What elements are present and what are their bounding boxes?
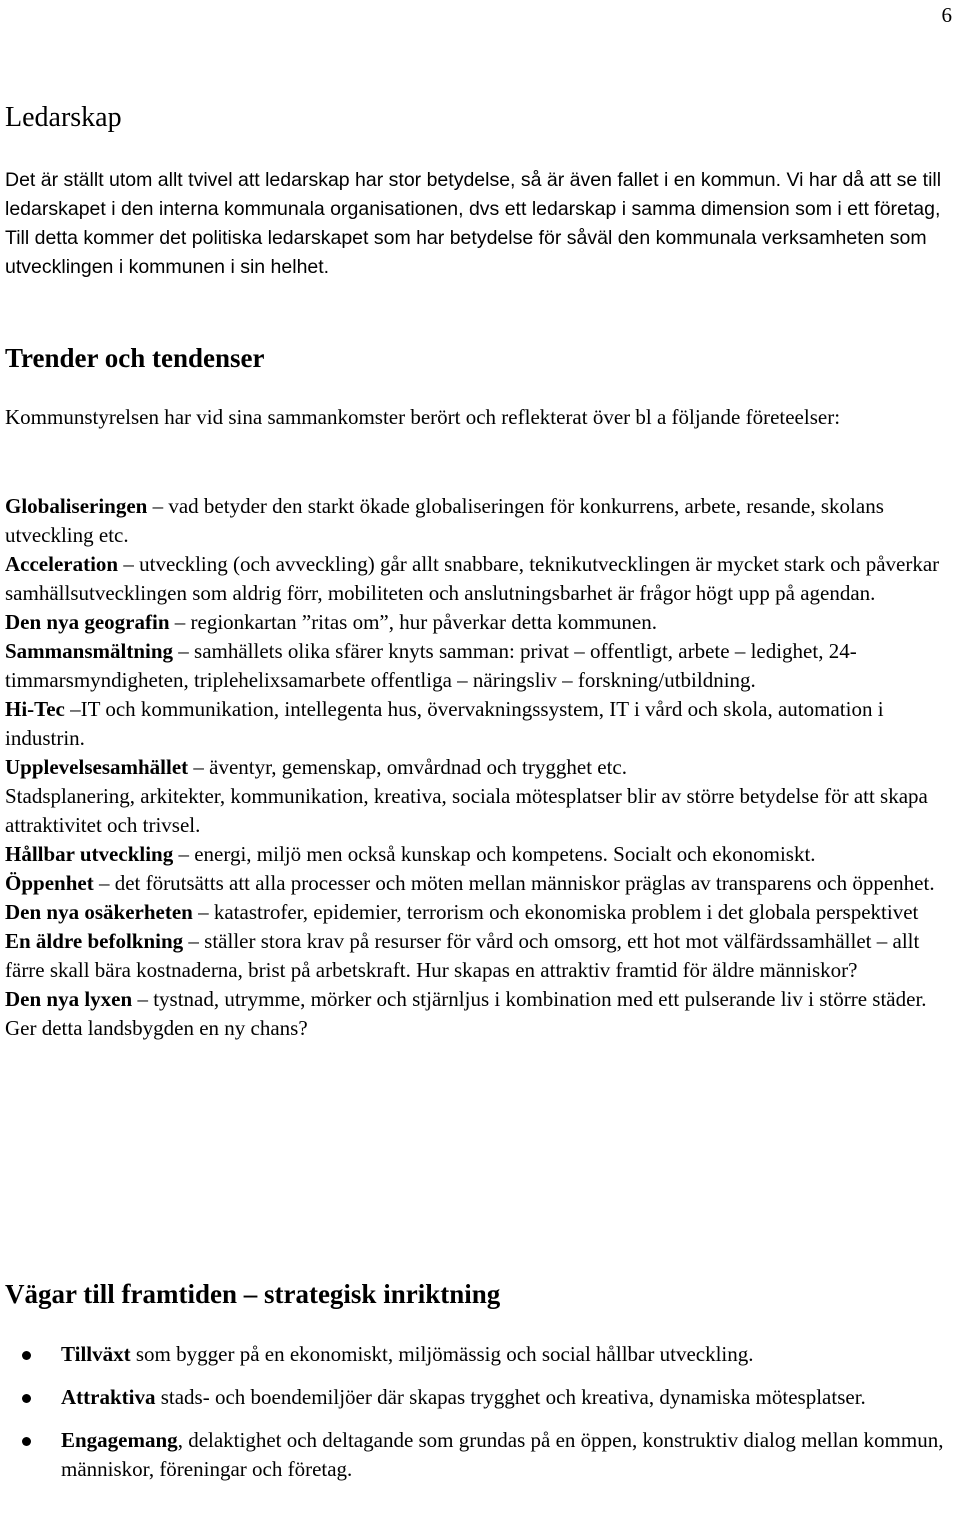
trend-text: – det förutsätts att alla processer och möten mellan människor präglas av transparens och öppenhet.: [93, 871, 935, 895]
trend-text: – katastrofer, epidemier, terrorism och ekonomiska problem i det globala perspektivet: [192, 900, 919, 924]
strategy-text: , delaktighet och deltagande som grundas på en öppen, konstruktiv dialog mellan kommun, människor, föreningar och företag.: [61, 1428, 944, 1481]
trend-text: – utveckling (och avveckling) går allt snabbare, teknikutvecklingen är mycket stark och påverkar samhällsutvecklingen som aldrig förr, mobiliteten och anslutningsbarhet är frågor högt upp på agendan.: [5, 552, 940, 605]
trend-item: [5, 985, 955, 1043]
trend-term: Upplevelsesamhället: [5, 755, 189, 779]
trend-term: Den nya lyxen: [5, 987, 133, 1011]
strategy-term: Engagemang: [61, 1428, 178, 1452]
trend-text: – äventyr, gemenskap, omvårdnad och trygghet etc.: [188, 755, 628, 779]
ledarskap-paragraph: Det är ställt utom allt tvivel att ledarskap har stor betydelse, så är även fallet i en kommun. Vi har då att se till ledarskapet i den interna kommunala organisationen, dvs ett ledarskap i samma dimension som i ett företag, Till detta kommer det politiska ledarskapet som har betydelse för såväl den kommunala verksamheten som utvecklingen i kommunen i sin helhet.: [5, 169, 942, 278]
heading-vagar: Vägar till framtiden – strategisk inriktning: [5, 1279, 501, 1309]
trend-text: –IT och kommunikation, intellegenta hus, övervakningssystem, IT i vård och skola, automation i industrin.: [5, 697, 884, 750]
trend-item: [5, 840, 955, 869]
page-number: 6: [941, 3, 952, 27]
trend-item: [5, 782, 955, 840]
trend-text: – samhällets olika sfärer knyts samman: privat – offentligt, arbete – ledighet, 24-timmarsmyndigheten, triplehelixsamarbete offentliga – näringsliv – forskning/utbildning.: [5, 639, 857, 692]
strategy-term: Tillväxt: [61, 1342, 131, 1366]
trend-term: Den nya osäkerheten: [5, 900, 193, 924]
strategy-item-attraktiva: [0, 1383, 955, 1412]
trend-text: Stadsplanering, arkitekter, kommunikation, kreativa, sociala mötesplatser blir av större betydelse för att skapa attraktivitet och trivsel.: [5, 784, 928, 837]
trend-item: [5, 637, 955, 695]
trender-intro: Kommunstyrelsen har vid sina sammankomster berört och reflekterat över bl a följande företeelser:: [5, 405, 841, 429]
strategy-item-tillvaxt: [0, 1340, 955, 1369]
trend-term: Sammansmältning: [5, 639, 174, 663]
trend-text: – energi, miljö men också kunskap och kompetens. Socialt och ekonomiskt.: [173, 842, 816, 866]
trend-term: Acceleration: [5, 552, 119, 576]
trend-text: – tystnad, utrymme, mörker och stjärnljus i kombination med ett pulserande liv i större städer. Ger detta landsbygden en ny chans?: [5, 987, 927, 1040]
trend-term: Den nya geografin: [5, 610, 170, 634]
trend-item: [5, 927, 955, 985]
trend-item: [5, 492, 955, 550]
trend-text: – ställer stora krav på resurser för vård och omsorg, ett hot mot välfärdssamhället – allt färre skall bära kostnaderna, brist på arbetskraft. Hur skapas en attraktiv framtid för äldre människor?: [5, 929, 920, 982]
trend-term: Hållbar utveckling: [5, 842, 174, 866]
trend-item: [5, 695, 955, 753]
strategy-item-engagemang: [0, 1426, 955, 1484]
trend-item: [5, 550, 955, 608]
trend-text: – vad betyder den starkt ökade globaliseringen för konkurrens, arbete, resande, skolans utveckling etc.: [5, 494, 884, 547]
strategy-term: Attraktiva: [61, 1385, 156, 1409]
trend-list: [5, 492, 955, 1043]
trend-term: Hi-Tec: [5, 697, 65, 721]
heading-ledarskap: Ledarskap: [5, 102, 122, 133]
bullet-icon: [22, 1437, 31, 1446]
trend-text: – regionkartan ”ritas om”, hur påverkar detta kommunen.: [169, 610, 657, 634]
trend-item: [5, 608, 955, 637]
trend-term: En äldre befolkning: [5, 929, 184, 953]
strategy-text: som bygger på en ekonomiskt, miljömässig och social hållbar utveckling.: [130, 1342, 754, 1366]
bullet-icon: [22, 1394, 31, 1403]
heading-trender: Trender och tendenser: [5, 343, 265, 373]
trend-item: [5, 869, 955, 898]
strategy-text: stads- och boendemiljöer där skapas trygghet och kreativa, dynamiska mötesplatser.: [155, 1385, 866, 1409]
trend-term: Öppenhet: [5, 871, 94, 895]
trend-item: [5, 898, 955, 927]
trend-term: Globaliseringen: [5, 494, 148, 518]
bullet-icon: [22, 1351, 31, 1360]
strategy-list: [0, 1340, 955, 1498]
trend-item: [5, 753, 955, 782]
